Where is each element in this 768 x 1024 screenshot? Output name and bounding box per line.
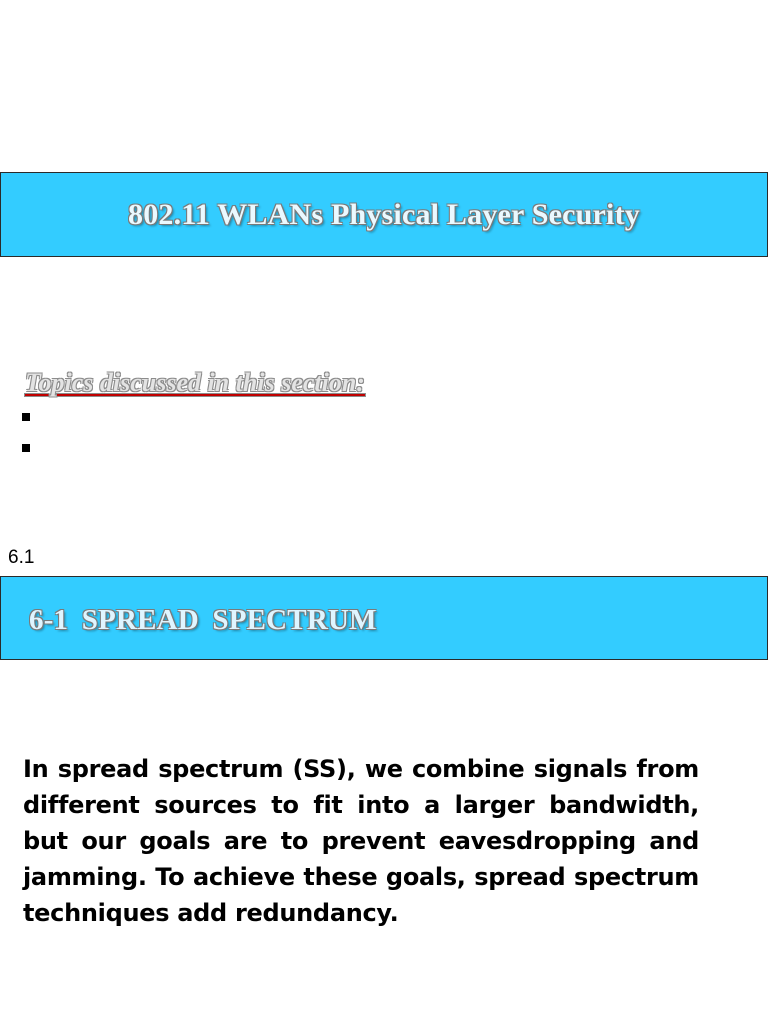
- topic-bullet-icon: [22, 413, 30, 421]
- section-number: 6.1: [8, 547, 35, 568]
- section-title: 6-1 SPREAD SPECTRUM: [29, 604, 377, 636]
- section-banner: [0, 576, 768, 660]
- header-banner: [0, 172, 768, 257]
- topics-heading: Topics discussed in this section:: [25, 368, 365, 397]
- body-paragraph: In spread spectrum (SS), we combine signals from different sources to fit into a larger bandwidth, but our goals are to prevent eavesdropping and jamming. To achieve these goals, spread spectrum techniques add redundancy.: [23, 755, 699, 927]
- topic-bullet-icon: [22, 444, 30, 452]
- page-title: 802.11 WLANs Physical Layer Security: [128, 198, 640, 231]
